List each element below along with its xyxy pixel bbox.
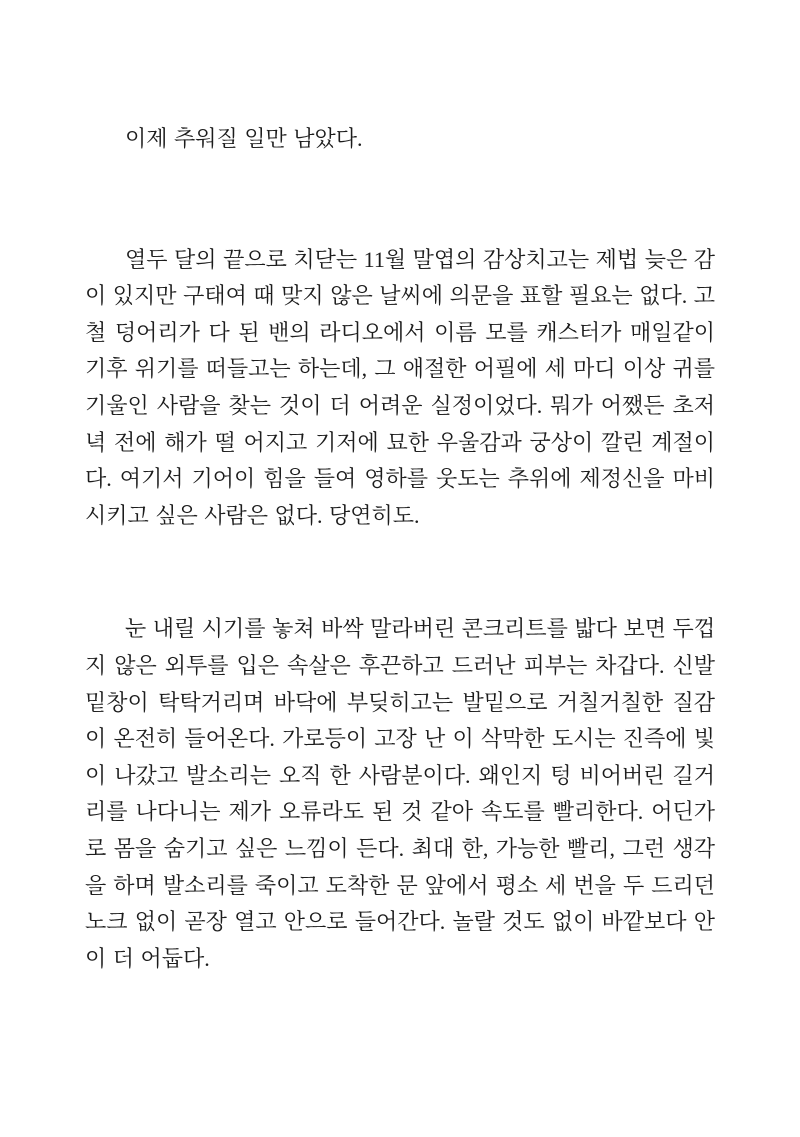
paragraph-weather: 열두 달의 끝으로 치닫는 11월 말엽의 감상치고는 제법 늦은 감이 있지만 구태여 때 맞지 않은 날씨에 의문을 표할 필요는 없다. 고철 덩어리가 다 된 밴의 라디오에서 이름 모를 캐스터가 매일같이 기후 위기를 떠들고는 하는데, 그 애절한 어필에 세 마디 이상 귀를 기울인 사람을 찾는 것이 더 어려운 실정이었다. 뭐가 어쨌든 초저녁 전에 해가 떨 어지고 기저에 묘한 우울감과 궁상이 깔린 계절이다. 여기서 기어이 힘을 들여 영하를 웃도는 추위에 제정신을 마비시키고 싶은 사람은 없다. 당연히도.: [85, 246, 715, 528]
paragraph-street: 눈 내릴 시기를 놓쳐 바싹 말라버린 콘크리트를 밟다 보면 두껍지 않은 외투를 입은 속살은 후끈하고 드러난 피부는 차갑다. 신발 밑창이 탁탁거리며 바닥에 부딪히고는 발밑으로 거칠거칠한 질감이 온전히 들어온다. 가로등이 고장 난 이 삭막한 도시는 진즉에 빛이 나갔고 발소리는 오직 한 사람분이다. 왜인지 텅 비어버린 길거리를 나다니는 제가 오류라도 된 것 같아 속도를 빨리한다. 어딘가로 몸을 숨기고 싶은 느낌이 든다. 최대 한, 가능한 빨리, 그런 생각을 하며 발소리를 죽이고 도착한 문 앞에서 평소 세 번을 두 드리던 노크 없이 곧장 열고 안으로 들어간다. 놀랄 것도 없이 바깥보다 안이 더 어둡다.: [85, 616, 715, 971]
paragraph-opening: 이제 추워질 일만 남았다.: [125, 126, 363, 151]
